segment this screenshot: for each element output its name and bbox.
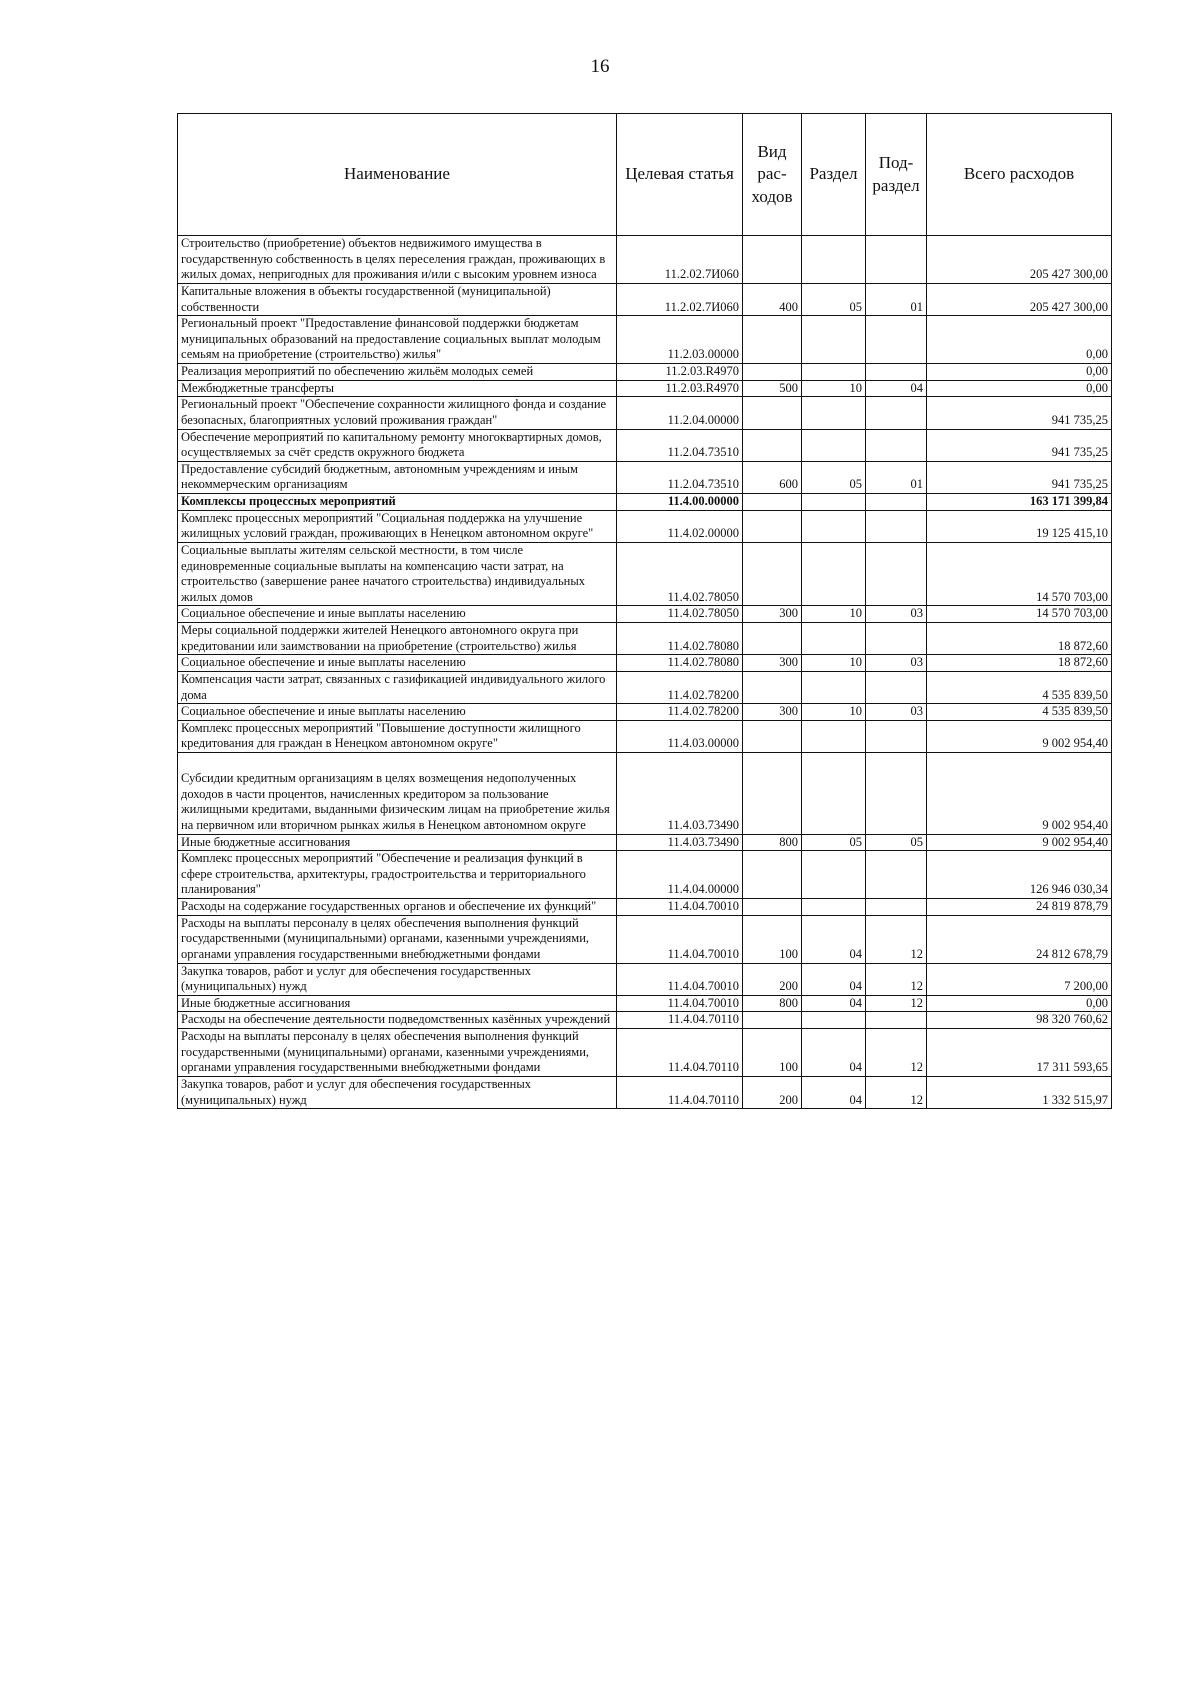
row-target-article: 11.2.02.7И060 [617,236,743,284]
row-expense-type [743,720,802,752]
row-name: Комплексы процессных мероприятий [178,494,617,511]
row-target-article: 11.4.03.73490 [617,753,743,835]
row-target-article: 11.2.03.00000 [617,316,743,364]
row-section [802,542,866,606]
row-target-article: 11.4.04.70110 [617,1012,743,1029]
row-name: Расходы на выплаты персоналу в целях обеспечения выполнения функций государственными (муниципальными) органами, казенными учреждениями, органами управления государственными внебюджетными фондами [178,1029,617,1077]
row-name: Социальные выплаты жителям сельской местности, в том числе единовременные социальные выплаты на компенсацию части затрат, на строительство (завершение ранее начатого строительства) индивидуальных жилых домов [178,542,617,606]
row-name: Компенсация части затрат, связанных с газификацией индивидуального жилого дома [178,671,617,703]
table-row [178,461,1112,493]
row-subsection [866,429,927,461]
row-name: Реализация мероприятий по обеспечению жильём молодых семей [178,364,617,381]
row-name: Социальное обеспечение и иные выплаты населению [178,655,617,672]
row-expense-type [743,429,802,461]
row-name: Капитальные вложения в объекты государственной (муниципальной) собственности [178,283,617,315]
row-total: 9 002 954,40 [927,720,1112,752]
table-row [178,1076,1112,1108]
row-target-article: 11.4.02.78080 [617,623,743,655]
row-subsection: 12 [866,995,927,1012]
row-expense-type [743,236,802,284]
header-section: Раздел [802,114,866,236]
row-total: 4 535 839,50 [927,704,1112,721]
table-row [178,753,1112,835]
table-row [178,963,1112,995]
row-total: 941 735,25 [927,429,1112,461]
table-row [178,429,1112,461]
row-expense-type: 200 [743,1076,802,1108]
row-name: Иные бюджетные ассигнования [178,995,617,1012]
row-section: 04 [802,1029,866,1077]
table-row [178,364,1112,381]
header-total: Всего расходов [927,114,1112,236]
row-subsection [866,1012,927,1029]
row-section: 05 [802,834,866,851]
header-name: Наименование [178,114,617,236]
row-total: 163 171 399,84 [927,494,1112,511]
row-total: 205 427 300,00 [927,236,1112,284]
row-section: 05 [802,461,866,493]
table-row [178,542,1112,606]
row-expense-type [743,851,802,899]
table-body [178,236,1112,1109]
row-target-article: 11.4.04.70010 [617,995,743,1012]
row-total: 14 570 703,00 [927,606,1112,623]
row-expense-type: 300 [743,655,802,672]
row-total: 941 735,25 [927,461,1112,493]
row-name: Строительство (приобретение) объектов недвижимого имущества в государственную собственность в целях переселения граждан, проживающих в жилых домах, непригодных для проживания и/или с высоким уровнем износа [178,236,617,284]
table-row [178,1012,1112,1029]
row-target-article: 11.2.04.00000 [617,397,743,429]
row-target-article: 11.2.03.R4970 [617,380,743,397]
header-expense-type: Вид рас- ходов [743,114,802,236]
row-expense-type [743,364,802,381]
row-expense-type: 400 [743,283,802,315]
table-row [178,899,1112,916]
row-subsection: 12 [866,963,927,995]
row-subsection: 03 [866,606,927,623]
row-target-article: 11.4.02.78050 [617,606,743,623]
table-row [178,995,1112,1012]
row-subsection: 12 [866,1029,927,1077]
row-subsection [866,851,927,899]
table-row [178,606,1112,623]
row-target-article: 11.4.04.00000 [617,851,743,899]
row-total: 0,00 [927,364,1112,381]
row-expense-type [743,494,802,511]
row-section: 10 [802,606,866,623]
row-target-article: 11.4.04.70010 [617,899,743,916]
row-target-article: 11.2.03.R4970 [617,364,743,381]
row-subsection: 12 [866,1076,927,1108]
row-total: 0,00 [927,995,1112,1012]
row-expense-type: 800 [743,834,802,851]
row-section [802,720,866,752]
row-subsection [866,542,927,606]
row-total: 0,00 [927,380,1112,397]
row-name: Региональный проект "Обеспечение сохранности жилищного фонда и создание безопасных, благоприятных условий проживания граждан" [178,397,617,429]
row-target-article: 11.4.02.78080 [617,655,743,672]
table-row [178,655,1112,672]
row-target-article: 11.4.02.78050 [617,542,743,606]
budget-table [177,113,1112,1109]
row-target-article: 11.4.02.78200 [617,704,743,721]
row-name: Предоставление субсидий бюджетным, автономным учреждениям и иным некоммерческим организациям [178,461,617,493]
row-subsection: 04 [866,380,927,397]
row-target-article: 11.4.03.00000 [617,720,743,752]
row-section [802,753,866,835]
row-expense-type: 100 [743,1029,802,1077]
row-name: Закупка товаров, работ и услуг для обеспечения государственных (муниципальных) нужд [178,963,617,995]
row-name: Расходы на выплаты персоналу в целях обеспечения выполнения функций государственными (муниципальными) органами, казенными учреждениями, органами управления государственными внебюджетными фондами [178,915,617,963]
row-expense-type [743,753,802,835]
table-header-row [178,114,1112,236]
table-row [178,704,1112,721]
row-expense-type: 100 [743,915,802,963]
row-expense-type [743,542,802,606]
row-subsection [866,316,927,364]
row-target-article: 11.2.04.73510 [617,429,743,461]
row-subsection: 03 [866,704,927,721]
row-subsection: 12 [866,915,927,963]
row-expense-type [743,510,802,542]
table-row [178,720,1112,752]
table-row [178,834,1112,851]
table-row [178,1029,1112,1077]
row-expense-type: 500 [743,380,802,397]
row-subsection [866,720,927,752]
row-expense-type [743,1012,802,1029]
row-subsection: 01 [866,283,927,315]
row-total: 98 320 760,62 [927,1012,1112,1029]
row-section [802,1012,866,1029]
table-row [178,494,1112,511]
row-target-article: 11.4.04.70010 [617,915,743,963]
row-section: 10 [802,380,866,397]
row-subsection [866,397,927,429]
row-name: Межбюджетные трансферты [178,380,617,397]
row-subsection: 03 [866,655,927,672]
row-name: Обеспечение мероприятий по капитальному ремонту многоквартирных домов, осуществляемых за счёт средств окружного бюджета [178,429,617,461]
row-total: 14 570 703,00 [927,542,1112,606]
row-total: 9 002 954,40 [927,834,1112,851]
row-section [802,671,866,703]
row-subsection [866,364,927,381]
row-name: Комплекс процессных мероприятий "Повышение доступности жилищного кредитования для граждан в Ненецком автономном округе" [178,720,617,752]
row-expense-type: 300 [743,704,802,721]
row-total: 19 125 415,10 [927,510,1112,542]
header-subsection: Под- раздел [866,114,927,236]
row-target-article: 11.4.02.00000 [617,510,743,542]
row-section: 04 [802,963,866,995]
row-target-article: 11.2.04.73510 [617,461,743,493]
row-section [802,899,866,916]
row-name: Расходы на содержание государственных органов и обеспечение их функций" [178,899,617,916]
row-name: Региональный проект "Предоставление финансовой поддержки бюджетам муниципальных образований на предоставление социальных выплат молодым семьям на приобретение (строительство) жилья" [178,316,617,364]
table-row [178,915,1112,963]
row-subsection [866,236,927,284]
row-name: Закупка товаров, работ и услуг для обеспечения государственных (муниципальных) нужд [178,1076,617,1108]
row-section: 10 [802,704,866,721]
table-row [178,236,1112,284]
row-target-article: 11.4.04.70010 [617,963,743,995]
row-total: 24 819 878,79 [927,899,1112,916]
row-expense-type [743,397,802,429]
row-subsection [866,899,927,916]
row-section: 04 [802,915,866,963]
row-total: 941 735,25 [927,397,1112,429]
table-row [178,283,1112,315]
row-expense-type [743,899,802,916]
row-name: Комплекс процессных мероприятий "Обеспечение и реализация функций в сфере строительства, архитектуры, градостроительства и территориального планирования" [178,851,617,899]
row-subsection [866,623,927,655]
row-total: 7 200,00 [927,963,1112,995]
table-row [178,397,1112,429]
page-number: 16 [590,56,610,77]
row-total: 18 872,60 [927,623,1112,655]
row-section [802,494,866,511]
table-row [178,510,1112,542]
row-total: 24 812 678,79 [927,915,1112,963]
row-target-article: 11.4.03.73490 [617,834,743,851]
table-row [178,851,1112,899]
row-total: 4 535 839,50 [927,671,1112,703]
row-subsection [866,671,927,703]
row-total: 9 002 954,40 [927,753,1112,835]
row-section [802,236,866,284]
row-subsection [866,494,927,511]
row-section [802,623,866,655]
table-row [178,623,1112,655]
row-name: Меры социальной поддержки жителей Ненецкого автономного округа при кредитовании или заимствовании на приобретение (строительство) жилья [178,623,617,655]
row-section [802,510,866,542]
row-section [802,316,866,364]
row-expense-type: 300 [743,606,802,623]
row-name: Иные бюджетные ассигнования [178,834,617,851]
row-target-article: 11.4.04.70110 [617,1076,743,1108]
header-target-article: Целевая статья [617,114,743,236]
row-name: Социальное обеспечение и иные выплаты населению [178,704,617,721]
row-subsection [866,753,927,835]
row-total: 18 872,60 [927,655,1112,672]
row-section: 04 [802,995,866,1012]
row-expense-type: 200 [743,963,802,995]
table-row [178,671,1112,703]
row-expense-type [743,671,802,703]
row-section [802,364,866,381]
row-subsection: 01 [866,461,927,493]
table-row [178,380,1112,397]
row-total: 0,00 [927,316,1112,364]
row-subsection [866,510,927,542]
row-name: Субсидии кредитным организациям в целях возмещения недополученных доходов в части процентов, начисленных кредитором за пользование жилищными кредитами, выданными физическим лицам на приобретение жилья на первичном или вторичном рынках жилья в Ненецком автономном округе [178,753,617,835]
row-section [802,397,866,429]
row-expense-type [743,316,802,364]
row-section: 10 [802,655,866,672]
row-section [802,851,866,899]
row-target-article: 11.4.02.78200 [617,671,743,703]
row-total: 17 311 593,65 [927,1029,1112,1077]
row-target-article: 11.4.04.70110 [617,1029,743,1077]
row-total: 205 427 300,00 [927,283,1112,315]
row-name: Социальное обеспечение и иные выплаты населению [178,606,617,623]
row-target-article: 11.2.02.7И060 [617,283,743,315]
row-target-article: 11.4.00.00000 [617,494,743,511]
row-section [802,429,866,461]
row-name: Комплекс процессных мероприятий "Социальная поддержка на улучшение жилищных условий граждан, проживающих в Ненецком автономном округе" [178,510,617,542]
row-name: Расходы на обеспечение деятельности подведомственных казённых учреждений [178,1012,617,1029]
row-subsection: 05 [866,834,927,851]
row-section: 04 [802,1076,866,1108]
table-row [178,316,1112,364]
row-expense-type: 600 [743,461,802,493]
row-expense-type [743,623,802,655]
row-total: 1 332 515,97 [927,1076,1112,1108]
row-total: 126 946 030,34 [927,851,1112,899]
row-expense-type: 800 [743,995,802,1012]
row-section: 05 [802,283,866,315]
